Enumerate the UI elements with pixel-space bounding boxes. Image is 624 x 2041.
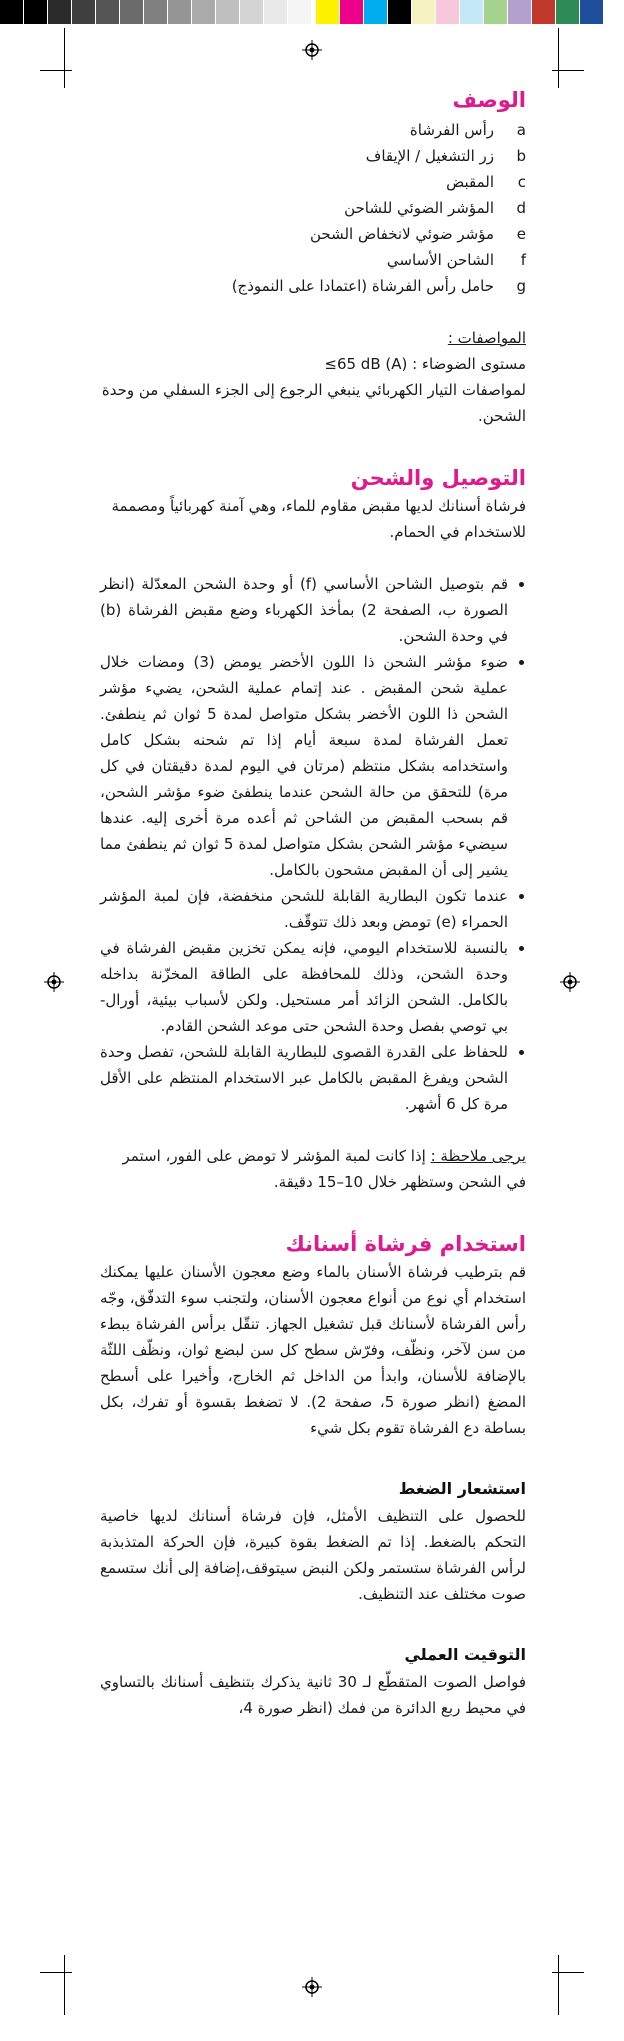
noise-level: مستوى الضوضاء : ‎≤65 dB (A)‎ [324,355,526,373]
crop-mark [64,28,65,88]
color-swatch [316,0,340,24]
registration-mark-icon [44,972,64,992]
item-text: مؤشر ضوئي لانخفاض الشحن [309,225,494,243]
pressure-text: للحصول على التنظيف الأمثل، فإن فرشاة أسنانك لديها خاصية التحكم بالضغط. إذا تم الضغط بقوة كبيرة، فإن الحركة المتذبذبة لرأس الفرشاة ستستمر ولكن النبض سيتوقف،إضافة إلى أنك ستسمع صوت مختلف عند التنظيف. [100,1507,526,1603]
color-swatch [460,0,484,24]
cmyk-color-bar [316,0,604,24]
list-item: • للحفاظ على القدرة القصوى للبطارية القابلة للشحن، تفصل وحدة الشحن ويفرغ المقبض بالكامل عبر الاستخدام المنتظم على الأقل مرة كل 6 أشهر. [100,1039,508,1117]
connecting-heading: التوصيل والشحن [350,466,526,490]
parts-list [100,117,526,299]
item-letter: a [516,121,526,139]
list-item [100,169,526,195]
item-letter: e [516,225,526,243]
pressure-heading: استشعار الضغط [398,1479,526,1498]
list-item [100,221,526,247]
color-swatch [580,0,604,24]
list-item [100,273,526,299]
item-text: الشاحن الأساسي [386,251,494,269]
color-swatch [264,0,288,24]
using-text: قم بترطيب فرشاة الأسنان بالماء وضع معجون الأسنان عليها يمكنك استخدام أي نوع من أنواع معجون الأسنان، ولتجنب سوء التدفّق، وجّه رأس الفرشاة لأسنانك قبل تشغيل الجهاز. تنقّل برأس الفرشاة ببطء من سن لآخر، ونظّف، وفرّش سطح كل سن لبضع ثوان، ونظّف اللثّة بالإضافة للأسنان، وابدأ من الداخل ثم الخارج، وأخيرا على أسطح المضغ (انظر صورة 5، صفحة 2). لا تضغط بقسوة أو تفرك، بكل بساطة دع الفرشاة تقوم بكل شيء [100,1263,526,1437]
note-text: إذا كانت لمبة المؤشر لا تومض على الفور، استمر في الشحن وستظهر خلال 10–15 دقيقة. [122,1147,526,1191]
registration-mark-icon [302,40,322,60]
item-letter: d [516,199,526,217]
registration-mark-icon [560,972,580,992]
crop-mark [40,1972,72,1973]
list-item: • قم بتوصيل الشاحن الأساسي (f) أو وحدة الشحن المعدّلة (انظر الصورة ب، الصفحة 2) بمأخذ الكهرباء وضع مقبض الفرشاة (b) في وحدة الشحن. [100,571,508,649]
item-text: المؤشر الضوئي للشاحن [344,199,494,217]
connecting-intro: فرشاة أسنانك لديها مقبض مقاوم للماء، وهي آمنة كهربائياً ومصممة للاستخدام في الحمام. [111,497,526,541]
grayscale-color-bar [0,0,312,24]
charging-bullets [100,571,526,1117]
color-swatch [556,0,580,24]
color-swatch [216,0,240,24]
power-spec: لمواصفات التيار الكهربائي ينبغي الرجوع إلى الجزء السفلي من وحدة الشحن. [101,381,526,425]
color-swatch [72,0,96,24]
color-swatch [484,0,508,24]
color-swatch [340,0,364,24]
crop-mark [558,1955,559,2015]
color-swatch [388,0,412,24]
color-swatch [192,0,216,24]
color-swatch [508,0,532,24]
specs-label: المواصفات : [447,329,526,347]
color-swatch [436,0,460,24]
list-item [100,247,526,273]
color-swatch [532,0,556,24]
color-swatch [120,0,144,24]
crop-mark [552,70,584,71]
color-swatch [0,0,24,24]
crop-mark [64,1955,65,2015]
document-body [100,85,526,1721]
color-swatch [240,0,264,24]
list-item: • ضوء مؤشر الشحن ذا اللون الأخضر يومض (3) ومضات خلال عملية شحن المقبض . عند إتمام عملية الشحن، يضيء مؤشر الشحن ذا اللون الأخضر بشكل متواصل لمدة 5 ثوان ثم ينطفئ. تعمل الفرشاة لمدة سبعة أيام إذا تم شحنه بشكل كامل واستخدامه بشكل منتظم (مرتان في اليوم لمدة دقيقتان في كل مرة) للتحقق من حالة الشحن عندما ينطفئ ضوء مؤشر الشحن، قم بسحب المقبض من الشاحن ثم أعده مرة أخرى إليه. عندها سيضيء مؤشر الشحن بشكل متواصل لمدة 5 ثوان ثم ينطفئ مما يشير إلى أن المقبض مشحون بالكامل. [100,649,508,883]
using-heading: استخدام فرشاة أسنانك [285,1232,526,1256]
color-swatch [24,0,48,24]
color-swatch [48,0,72,24]
color-swatch [144,0,168,24]
timer-text: فواصل الصوت المتقطّع لـ 30 ثانية يذكرك بتنظيف أسنانك بالتساوي في محيط ربع الدائرة من فمك (انظر صورة 4، [100,1673,527,1717]
color-swatch [96,0,120,24]
timer-heading: التوقيت العملي [404,1645,526,1664]
item-text: المقبض [446,173,494,191]
color-swatch [288,0,312,24]
list-item [100,195,526,221]
list-item [100,143,526,169]
item-text: حامل رأس الفرشاة (اعتمادا على النموذج) [231,277,494,295]
color-swatch [412,0,436,24]
list-item: • بالنسبة للاستخدام اليومي، فإنه يمكن تخزين مقبض الفرشاة في وحدة الشحن، وذلك للمحافظة على الطاقة المخزّنة بداخله بالكامل. الشحن الزائد أمر مستحيل. ولكن لأسباب بيئية، أورال- بي توصي بفصل وحدة الشحن حتى موعد الشحن القادم. [100,935,508,1039]
crop-mark [558,28,559,88]
item-letter: b [516,147,526,165]
registration-mark-icon [302,1977,322,1997]
color-swatch [364,0,388,24]
color-swatch [168,0,192,24]
item-text: زر التشغيل / الإيقاف [365,147,494,165]
description-heading: الوصف [452,88,526,112]
crop-mark [552,1972,584,1973]
list-item [100,117,526,143]
item-letter: c [517,173,526,191]
item-letter: g [516,277,526,295]
item-text: رأس الفرشاة [409,121,494,139]
charging-note [100,1143,526,1195]
item-letter: f [520,251,526,269]
list-item: • عندما تكون البطارية القابلة للشحن منخفضة، فإن لمبة المؤشر الحمراء (e) تومض وبعد ذلك تتوقّف. [100,883,508,935]
crop-mark [40,70,72,71]
note-label: يرجى ملاحظة : [430,1147,526,1165]
